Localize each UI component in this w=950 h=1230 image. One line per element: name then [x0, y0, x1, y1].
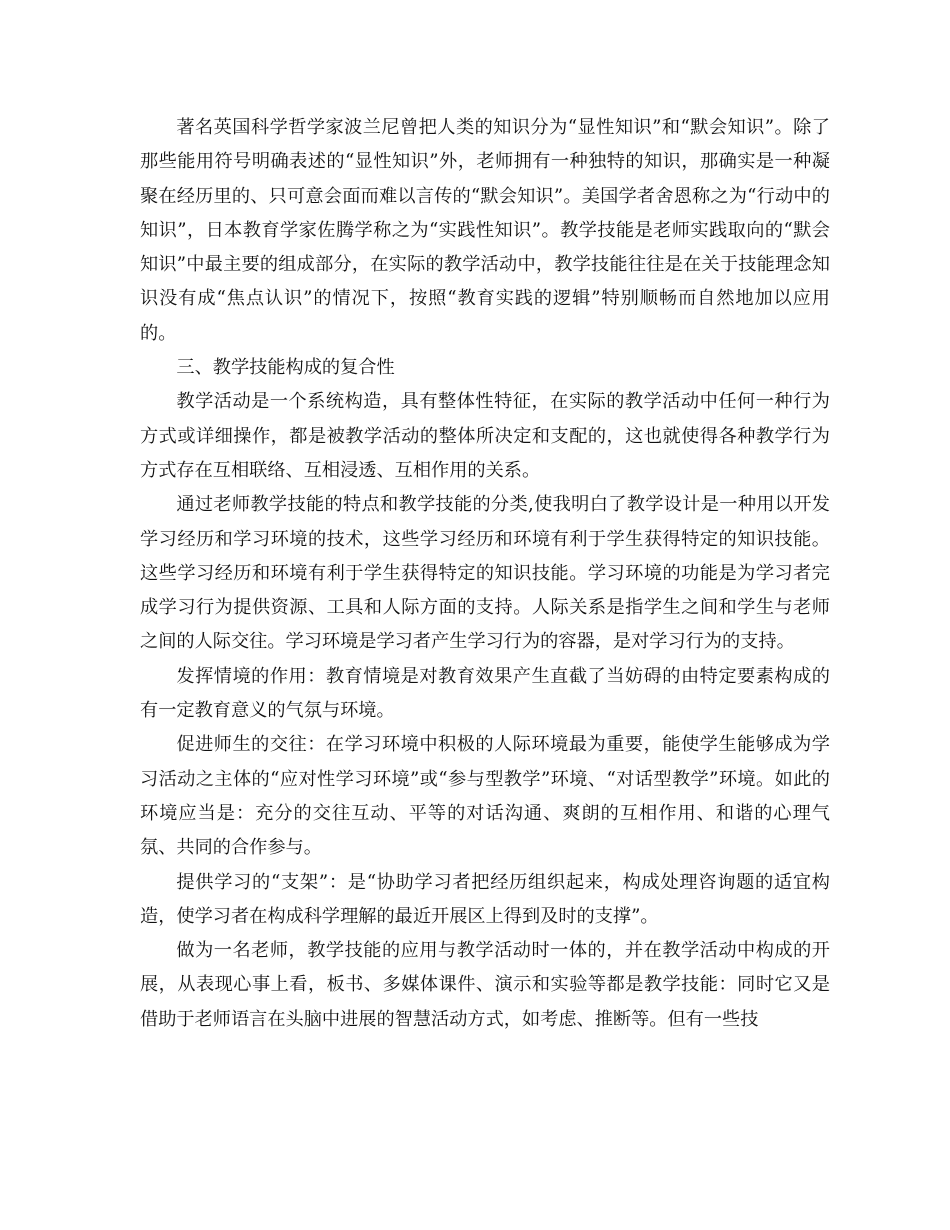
paragraph-tacit-knowledge: 著名英国科学哲学家波兰尼曾把人类的知识分为“显性知识”和“默会知识”。除了那些能用符号明确表述的“显性知识”外，老师拥有一种独特的知识，那确实是一种凝聚在经历里的、只可意会面而难以言传的“默会知识”。美国学者舍恩称之为“行动中的知识”，日本教育学家佐腾学称之为“实践性知识”。教学技能是老师实践取向的“默会知识”中最主要的组成部分，在实际的教学活动中，教学技能往往是在关于技能理念知识没有成“焦点认识”的情况下，按照“教育实践的逻辑”特别顺畅而自然地加以应用的。	[140, 117, 830, 344]
document-body	[140, 111, 830, 1037]
paragraph-situation-role: 发挥情境的作用：教育情境是对教育效果产生直截了当妨碍的由特定要素构成的有一定教育意义的气氛与环境。	[140, 665, 830, 722]
paragraph-learning-scaffold: 提供学习的“支架”：是“协助学习者把经历组织起来，构成处理咨询题的适宜构造，使学习者在构成科学理解的最近开展区上得到及时的支撑”。	[140, 871, 830, 927]
paragraph-teaching-system: 教学活动是一个系统构造，具有整体性特征，在实际的教学活动中任何一种行为方式或详细操作，都是被教学活动的整体所决定和支配的，这也就使得各种教学行为方式存在互相联络、互相浸透、互相作用的关系。	[140, 391, 830, 481]
paragraph-teacher-student-interaction: 促进师生的交往：在学习环境中积极的人际环境最为重要，能使学生能够成为学习活动之主体的“应对性学习环境”或“参与型教学”环境、“对话型教学”环境。如此的环境应当是：充分的交往互动、平等的对话沟通、爽朗的互相作用、和谐的心理气氛、共同的合作参与。	[140, 734, 830, 859]
section-heading-composite: 三、教学技能构成的复合性	[176, 357, 395, 379]
paragraph-teacher-skills: 做为一名老师，教学技能的应用与教学活动时一体的，并在教学活动中构成的开展，从表现心事上看，板书、多媒体课件、演示和实验等都是教学技能：同时它又是借助于老师语言在头脑中进展的智慧活动方式，如考虑、推断等。但有一些技	[140, 940, 830, 1030]
paragraph-learning-environment: 通过老师教学技能的特点和教学技能的分类,使我明白了教学设计是一种用以开发学习经历和学习环境的技术，这些学习经历和环境有利于学生获得特定的知识技能。这些学习经历和环境有利于学生获得特定的知识技能。学习环境的功能是为学习者完成学习行为提供资源、工具和人际方面的支持。人际关系是指学生之间和学生与老师之间的人际交往。学习环境是学习者产生学习行为的容器，是对学习行为的支持。	[140, 494, 830, 653]
